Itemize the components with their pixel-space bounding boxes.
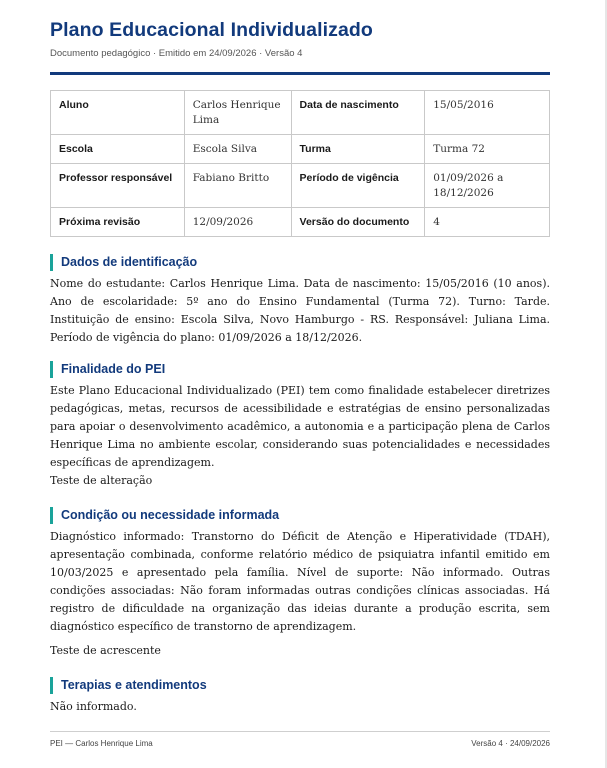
section-heading: [50, 360, 550, 378]
section-paragraph: Este Plano Educacional Individualizado (PEI) tem como finalidade estabelecer diretrizes pedagógicas, metas, recursos de acessibilidade e estratégias de ensino personalizadas para apoiar o desenvolvimento acadêmico, a autonomia e a participação plena de Carlos Henrique Lima no ambiente escolar, considerando suas potencialidades e necessidades específicas de aprendizagem.: [50, 384, 550, 469]
document-title: Plano Educacional Individualizado: [50, 19, 373, 41]
value-cell: 15/05/2016: [425, 91, 550, 135]
section-title: Dados de identificação: [61, 255, 198, 269]
footer-right-text: Versão 4 · 24/09/2026: [471, 739, 550, 748]
section-title: Finalidade do PEI: [61, 362, 166, 376]
section-finalidade: [50, 360, 550, 490]
label-cell: Turma: [291, 135, 425, 164]
value-cell: Carlos Henrique Lima: [184, 91, 291, 135]
section-heading: [50, 506, 550, 524]
document-subtitle: Documento pedagógico · Emitido em 24/09/2026 · Versão 4: [50, 48, 303, 59]
section-accent-bar: [50, 677, 53, 694]
label-cell: Data de nascimento: [291, 91, 425, 135]
value-cell: 12/09/2026: [184, 208, 291, 237]
value-cell: Fabiano Britto: [184, 164, 291, 208]
section-accent-bar: [50, 361, 53, 378]
section-title: Condição ou necessidade informada: [61, 508, 280, 522]
section-note: Teste de alteração: [50, 474, 153, 487]
table-row: [51, 91, 550, 135]
section-identificacao: [50, 253, 550, 347]
label-cell: Período de vigência: [291, 164, 425, 208]
footer-divider: [50, 731, 550, 732]
section-note: Teste de acrescente: [50, 644, 161, 657]
header-divider: [50, 72, 550, 75]
section-heading: [50, 253, 550, 271]
section-title: Terapias e atendimentos: [61, 678, 207, 692]
label-cell: Escola: [51, 135, 185, 164]
value-cell: Turma 72: [425, 135, 550, 164]
label-cell: Aluno: [51, 91, 185, 135]
section-terapias: [50, 676, 550, 716]
section-accent-bar: [50, 254, 53, 271]
value-cell: 01/09/2026 a 18/12/2026: [425, 164, 550, 208]
section-paragraph: Não informado.: [50, 700, 137, 713]
table-row: [51, 135, 550, 164]
label-cell: Versão do documento: [291, 208, 425, 237]
footer-left-text: PEI — Carlos Henrique Lima: [50, 739, 153, 748]
student-info-table: [50, 90, 550, 237]
section-accent-bar: [50, 507, 53, 524]
section-paragraph: Nome do estudante: Carlos Henrique Lima. Data de nascimento: 15/05/2016 (10 anos). Ano de escolaridade: 5º ano do Ensino Fundamental (Turma 72). Turno: Tarde. Instituição de ensino: Escola Silva, Novo Hamburgo - RS. Responsável: Juliana Lima. Período de vigência do plano: 01/09/2026 a 18/12/2026.: [50, 277, 550, 344]
table-row: [51, 208, 550, 237]
section-condicao: [50, 506, 550, 660]
label-cell: Próxima revisão: [51, 208, 185, 237]
table-row: [51, 164, 550, 208]
section-paragraph: Diagnóstico informado: Transtorno do Déficit de Atenção e Hiperatividade (TDAH), apresentação combinada, conforme relatório médico de psiquiatra infantil emitido em 10/03/2025 e apresentado pela família. Nível de suporte: Não informado. Outras condições associadas: Não foram informadas outras condições clínicas associadas. Há registro de dificuldade na organização das ideias durante a produção escrita, sem diagnóstico específico de transtorno de aprendizagem.: [50, 530, 550, 633]
value-cell: 4: [425, 208, 550, 237]
section-heading: [50, 676, 550, 694]
label-cell: Professor responsável: [51, 164, 185, 208]
value-cell: Escola Silva: [184, 135, 291, 164]
